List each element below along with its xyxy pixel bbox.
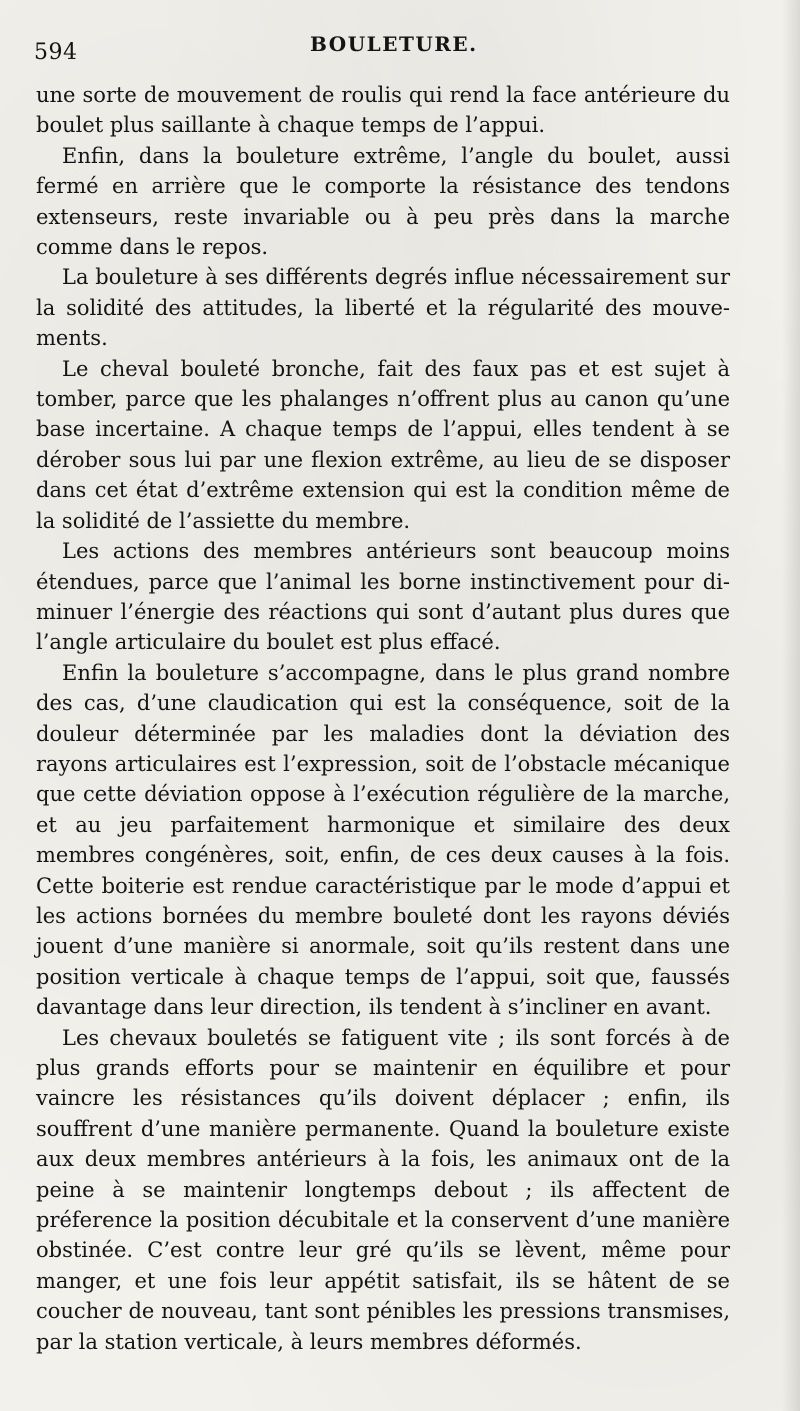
paragraph-6: Enfin la bouleture s’accompagne, dans le plus grand nombre des cas, d’une claudication qui est la conséquence, soit de la douleur déterminée par les maladies dont la déviation des rayons articulaires est l’expression, soit de l’obstacle mécanique que cette déviation oppose à l’exécution régulière de la marche, et au jeu parfaitement harmonique et similaire des deux membres congénères, soit, enfin, de ces deux causes à la fois. Cette boiterie est rendue caractéristique par le mode d’appui et les actions bornées du membre bouleté dont les rayons déviés jouent d’une manière si anormale, soit qu’ils restent dans une position verticale à chaque temps de l’appui, soit que, faussés davantage dans leur direction, ils tendent à s’incliner en avant. bbox=[36, 660, 730, 1020]
paragraph-2: Enfin, dans la bouleture extrême, l’angle du boulet, aussi fermé en arrière que le comporte la résistance des tendons extenseurs, reste invariable ou à peu près dans la marche comme dans le repos. bbox=[36, 143, 730, 260]
page-edge-shadow bbox=[782, 0, 800, 1411]
paragraph-7: Les chevaux bouletés se fatiguent vite ; ils sont forcés à de plus grands efforts pour se maintenir en équilibre et pour vaincre les résistances qu’ils doivent déplacer ; enfin, ils souffrent d’une manière permanente. Quand la bouleture existe aux deux membres antérieurs à la fois, les animaux ont de la peine à se maintenir longtemps debout ; ils affectent de préference la position décubitale et la conservent d’une manière obstinée. C’est contre leur gré qu’ils se lèvent, même pour manger, et une fois leur appétit satisfait, ils se hâtent de se coucher de nouveau, tant sont pénibles les pressions transmises, par la station verticale, à leurs membres déformés. bbox=[36, 1025, 730, 1354]
page-header bbox=[34, 30, 754, 64]
paragraph-5: Les actions des membres antérieurs sont beaucoup moins étendues, parce que l’animal les borne instinctivement pour diminuer l’énergie des réactions qui sont d’autant plus dures que l’angle articulaire du boulet est plus effacé. bbox=[36, 539, 730, 655]
running-title: BOULETURE. bbox=[310, 32, 478, 56]
paragraph-3: La bouleture à ses différents degrés influe nécessairement sur la solidité des attitudes, la liberté et la régularité des mouvements. bbox=[36, 265, 730, 351]
paragraph-1: une sorte de mouvement de roulis qui rend la face antérieure du boulet plus saillante à chaque temps de l’appui. bbox=[36, 83, 730, 138]
paragraph-4: Le cheval bouleté bronche, fait des faux pas et est sujet à tomber, parce que les phalanges n’offrent plus au canon qu’une base incertaine. A chaque temps de l’appui, elles tendent à se dérober sous lui par une flexion extrême, au lieu de se disposer dans cet état d’extrême extension qui est la condition même de la solidité de l’assiette du membre. bbox=[36, 356, 730, 533]
page-body bbox=[36, 80, 730, 1357]
page-number: 594 bbox=[34, 40, 78, 65]
